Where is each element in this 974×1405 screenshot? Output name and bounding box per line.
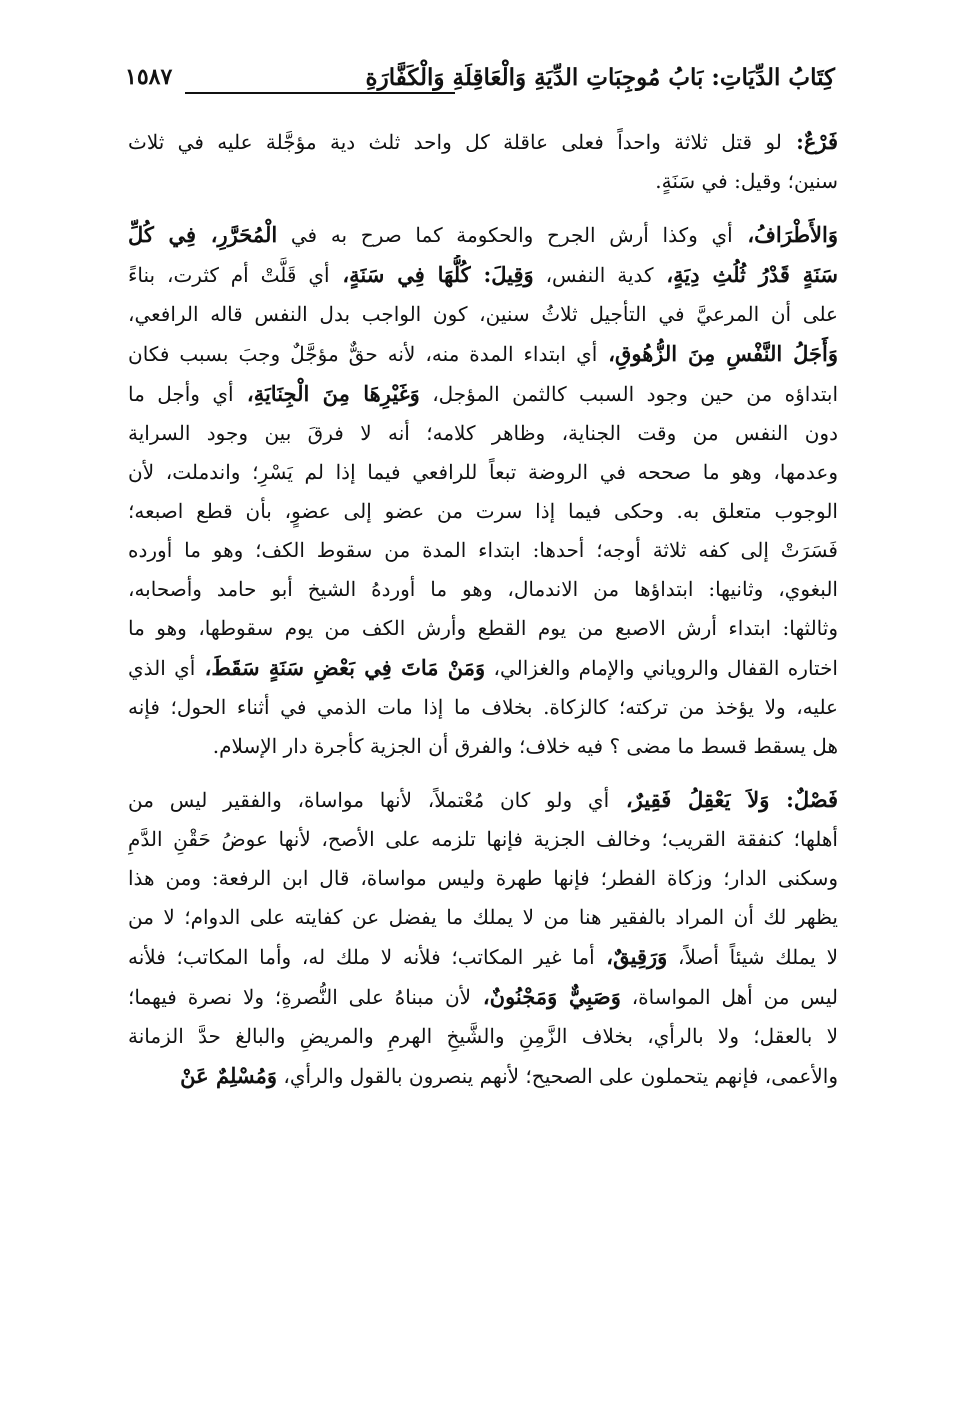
commentary-text: أما غير المكاتب؛ فلأنه لا ملك له، وأما المكاتب؛ فلأنه: [128, 945, 595, 969]
text-line: [128, 937, 838, 977]
commentary-text: عليه، ولا يؤخذ من تركته؛ كالزكاة. بخلاف ما إذا مات الذمي في أثناء الحول؛ فإنه: [128, 695, 838, 719]
commentary-text: أي قَلَّتْ أم كثرت، بناءً: [128, 263, 330, 287]
commentary-text: الوجوب متعلق به. وحكى فيما إذا سرت من عضو إلى عضوٍ، بأن قطع اصبعه؛: [128, 499, 838, 523]
commentary-text: والأعمى، فإنهم يتحملون على الصحيح؛ لأنهم ينصرون بالقول والرأي،: [277, 1064, 838, 1088]
text-line: [128, 492, 838, 531]
commentary-text: دون النفس من وقت الجناية، وظاهر كلامه؛ أنه لا فرقَ بين وجود السراية: [128, 421, 838, 445]
commentary-text: ليس من أهل المواساة،: [620, 985, 838, 1009]
matn-text: وَغَيْرِهَا مِنَ الْجِنَايَةِ،: [233, 381, 420, 406]
matn-text: وَأَجَلُ النَّفْسِ مِنَ الزُّهُوقِ،: [597, 341, 838, 366]
commentary-text: أي ولو كان مُعْتملاً، لأنها مواساة، والفقير ليس من: [128, 788, 610, 812]
commentary-text: البغوي، وثانيها: ابتداؤها من الاندمال، وهو ما أوردهُ الشيخ أبو حامد وأصحابه،: [128, 577, 838, 601]
text-line: [128, 859, 838, 898]
commentary-text: اختاره القفال والروياني والإمام والغزالي،: [485, 656, 838, 680]
page-number: ١٥٨٧: [125, 64, 173, 90]
commentary-text: على أن المرعيَّ في التأجيل ثلاثُ سنين، كون الواجب بدل النفس قاله الرافعي،: [128, 302, 838, 326]
matn-text: وَقِيلَ: كُلُّهَا فِي سَنَةٍ،: [329, 262, 534, 287]
body-text: [128, 122, 838, 1108]
matn-text: وَالأَطْرَافُ،: [732, 222, 838, 247]
matn-text: وَمُسْلِمٌ عَنْ: [180, 1063, 278, 1088]
text-line: [128, 609, 838, 648]
text-line: [128, 570, 838, 609]
paragraph-atraf: [128, 215, 838, 766]
text-line: [128, 295, 838, 334]
text-line: [128, 414, 838, 453]
commentary-text: كدية النفس،: [533, 263, 654, 287]
commentary-text: لا يملك شيئاً أصلاً،: [667, 945, 838, 969]
text-line: [128, 122, 838, 162]
paragraph-fasl: [128, 780, 838, 1096]
text-line: [128, 255, 838, 295]
commentary-text: هل يسقط قسط ما مضى ؟ فيه خلاف؛ والفرق أن الجزية كأجرة دار الإسلام.: [212, 734, 838, 758]
text-line: [128, 648, 838, 688]
commentary-text: وسكنى الدار؛ وزكاة الفطر؛ فإنها طهرة وليس مواساة، قال ابن الرفعة: ومن هذا: [128, 866, 838, 890]
header-title: كِتَابُ الدِّيَاتِ: بَابُ مُوجِبَاتِ الدِّيَةِ وَالْعَاقِلَةِ وَالْكَفَّارَةِ: [365, 64, 835, 91]
matn-text: فَرْعٌ:: [781, 129, 838, 154]
commentary-text: لو قتل ثلاثة واحداً فعلى عاقلة كل واحد ثلث دية مؤجَّلة عليه في ثلاث: [128, 130, 782, 154]
commentary-text: يظهر لك أن المراد بالفقير هنا من لا يملك ما يفضل عن كفايته على الدوام؛ لا من: [128, 905, 838, 929]
text-line: [128, 334, 838, 374]
text-line: [128, 531, 838, 570]
matn-text: وَمَنْ مَاتَ فِي بَعْضِ سَنَةٍ سَقَطَ،: [195, 655, 486, 680]
matn-text: وَرَقِيقٌ،: [594, 944, 668, 969]
text-line: [128, 727, 838, 766]
matn-text: الْمُحَرَّرِ، فِي كُلِّ: [128, 222, 278, 247]
commentary-text: ابتداؤه من حين وجود السبب كالثمن المؤجل،: [419, 382, 838, 406]
commentary-text: أي ابتداء المدة منه، لأنه حقٌّ مؤجَّلٌ وجبَ بسبب فكان: [128, 342, 598, 366]
commentary-text: أي وأجل ما: [128, 382, 234, 406]
commentary-text: فَسَرَتْ إلى كفه ثلاثة أوجه؛ أحدها: ابتداء المدة من سقوط الكف؛ وهو ما أورده: [128, 538, 838, 562]
text-line: [128, 162, 838, 201]
commentary-text: سنين؛ وقيل: في سَنَةٍ.: [655, 169, 838, 193]
text-line: [128, 1017, 838, 1056]
running-header: [125, 62, 835, 102]
text-line: [128, 215, 838, 255]
header-rule: [185, 92, 455, 94]
commentary-text: لا بالعقل؛ ولا بالرأي، بخلاف الزَّمِنِ والشَّيخِ الهرمِ والمريضِ والبالغ حدَّ الزمانة: [128, 1024, 838, 1048]
commentary-text: أي وكذا أرش الجرح والحكومة كما صرح به في: [277, 223, 733, 247]
commentary-text: وثالثها: ابتداء أرش الاصبع من يوم القطع وأرش الكف من يوم سقوطها، وهو ما: [128, 616, 838, 640]
text-line: [128, 977, 838, 1017]
text-line: [128, 453, 838, 492]
text-line: [128, 374, 838, 414]
text-line: [128, 1056, 838, 1096]
text-line: [128, 688, 838, 727]
matn-text: فَصْلٌ: وَلاَ يَعْقِلُ فَقِيرٌ،: [609, 787, 838, 812]
matn-text: وَصَبِيٌّ وَمَجْنُونٌ،: [471, 984, 621, 1009]
text-line: [128, 820, 838, 859]
text-line: [128, 780, 838, 820]
paragraph-far: [128, 122, 838, 201]
text-line: [128, 898, 838, 937]
commentary-text: لأن مبناهُ على النُّصرةِ؛ ولا نصرة فيهما؛: [128, 985, 472, 1009]
commentary-text: أهلها؛ كنفقة القريب؛ وخالف الجزية فإنها تلزمه على الأصح، لأنها عوضُ حَقْنِ الدَّمِ: [128, 827, 838, 851]
commentary-text: أي الذي: [128, 656, 196, 680]
commentary-text: وعدمها، وهو ما صححه في الروضة تبعاً للرافعي فيما إذا لم يَسْرِ؛ واندملت، لأن: [128, 460, 838, 484]
matn-text: سَنَةٍ قَدْرُ ثُلُثِ دِيَةٍ،: [653, 262, 838, 287]
